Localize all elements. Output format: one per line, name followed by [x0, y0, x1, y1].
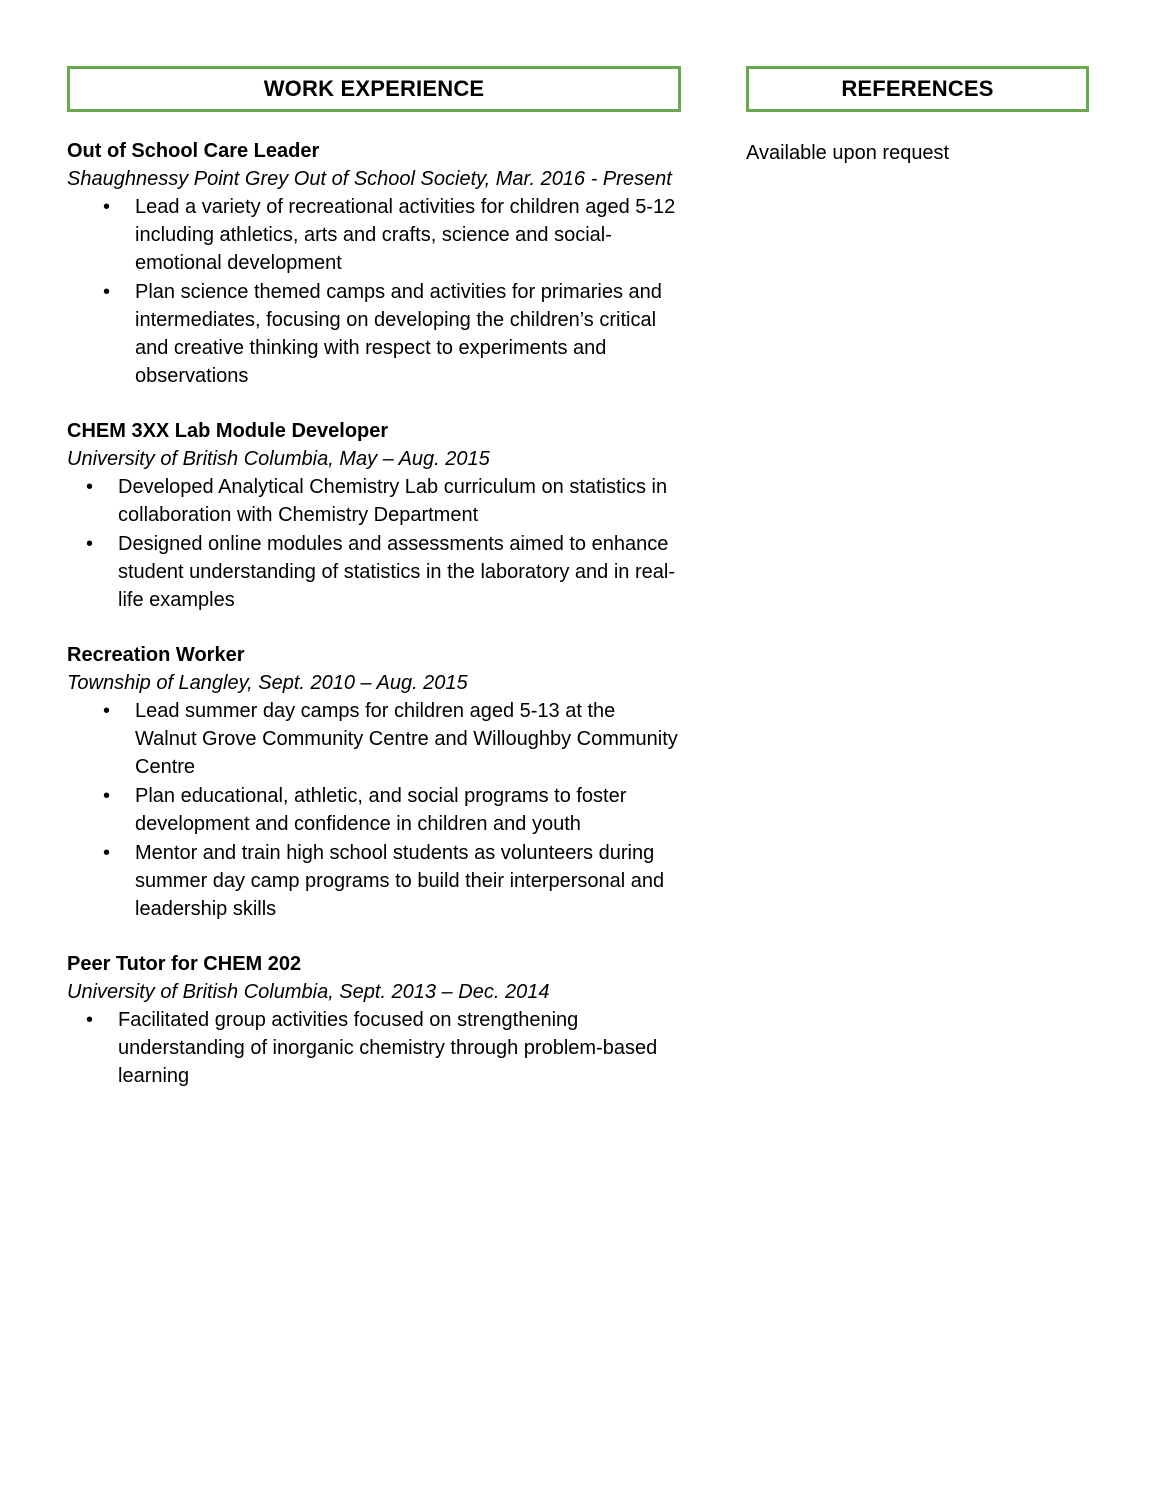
job-bullet [103, 278, 681, 390]
job-entry [67, 950, 681, 1090]
job-bullet-list [67, 697, 681, 923]
job-bullet-text: Plan educational, athletic, and social programs to foster development and confidence in children and youth [135, 785, 627, 835]
job-title: Recreation Worker [67, 644, 245, 666]
references-heading: REFERENCES [746, 66, 1089, 112]
work-experience-entries [67, 137, 681, 1090]
job-bullet-list [67, 1006, 681, 1090]
job-organization-dates: Township of Langley, Sept. 2010 – Aug. 2015 [67, 672, 468, 694]
job-title: Peer Tutor for CHEM 202 [67, 953, 302, 975]
job-bullet-list [67, 473, 681, 614]
bullet-icon: • [103, 196, 111, 218]
job-entry [67, 137, 681, 390]
job-bullet-text: Mentor and train high school students as volunteers during summer day camp programs to build their interpersonal and leadership skills [135, 842, 665, 920]
job-organization-dates: Shaughnessy Point Grey Out of School Society, Mar. 2016 - Present [67, 168, 672, 190]
job-bullet [86, 473, 681, 529]
work-experience-heading: WORK EXPERIENCE [67, 66, 681, 112]
bullet-icon: • [86, 1009, 94, 1031]
job-entry [67, 417, 681, 614]
job-bullet [86, 1006, 681, 1090]
job-bullet-text: Developed Analytical Chemistry Lab curriculum on statistics in collaboration with Chemistry Department [118, 476, 668, 526]
bullet-icon: • [103, 700, 111, 722]
bullet-icon: • [86, 476, 94, 498]
bullet-icon: • [86, 533, 94, 555]
job-bullet-text: Facilitated group activities focused on strengthening understanding of inorganic chemistry through problem-based learning [118, 1009, 658, 1087]
job-organization-dates: University of British Columbia, Sept. 2013 – Dec. 2014 [67, 981, 550, 1003]
job-entry [67, 641, 681, 923]
job-bullet-text: Designed online modules and assessments aimed to enhance student understanding of statistics in the laboratory and in real-life examples [118, 533, 675, 611]
job-bullet-text: Lead a variety of recreational activities for children aged 5-12 including athletics, arts and crafts, science and social-emotional development [135, 196, 676, 274]
work-experience-column [67, 66, 681, 1117]
job-bullet [103, 782, 681, 838]
bullet-icon: • [103, 785, 111, 807]
job-bullet [103, 839, 681, 923]
bullet-icon: • [103, 281, 111, 303]
references-column [746, 66, 1089, 167]
job-bullet [86, 530, 681, 614]
job-organization-dates: University of British Columbia, May – Aug. 2015 [67, 448, 490, 470]
bullet-icon: • [103, 842, 111, 864]
job-bullet [103, 697, 681, 781]
job-bullet-text: Plan science themed camps and activities for primaries and intermediates, focusing on developing the children’s critical and creative thinking with respect to experiments and observations [135, 281, 662, 387]
job-bullet-list [67, 193, 681, 390]
job-title: CHEM 3XX Lab Module Developer [67, 420, 389, 442]
job-title: Out of School Care Leader [67, 140, 320, 162]
job-bullet [103, 193, 681, 277]
job-bullet-text: Lead summer day camps for children aged 5-13 at the Walnut Grove Community Centre and Willoughby Community Centre [135, 700, 678, 778]
references-text: Available upon request [746, 142, 950, 164]
